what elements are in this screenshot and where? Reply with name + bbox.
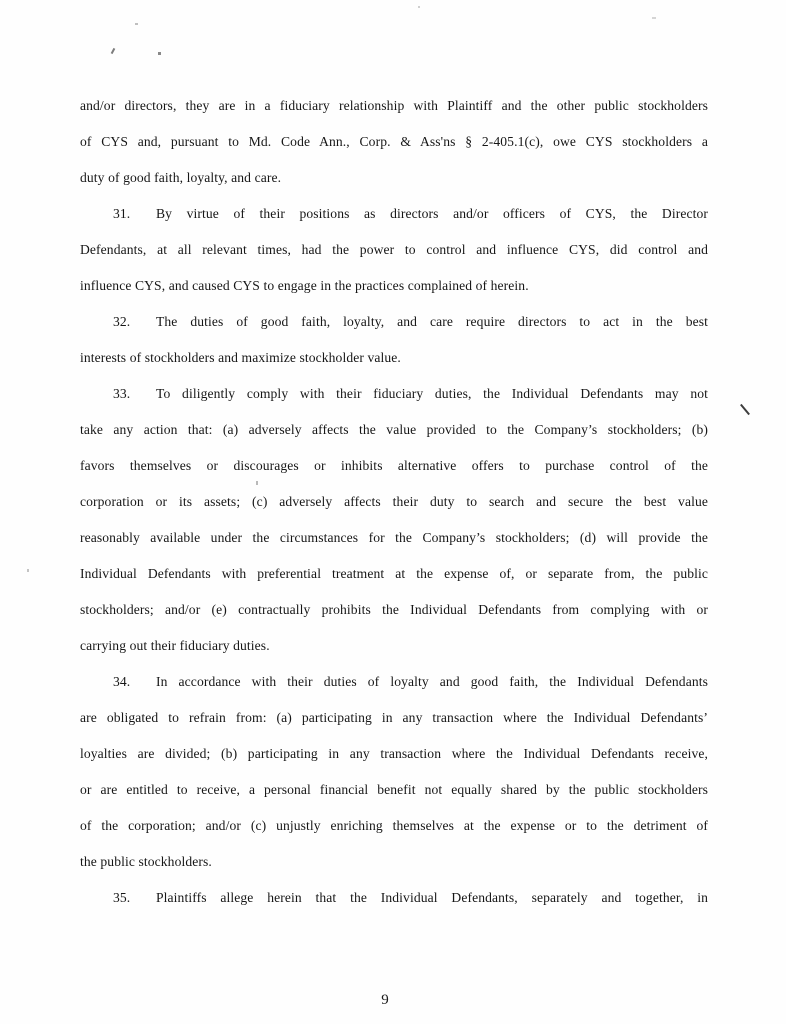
body-line: Plaintiffs allege herein that the Individual Defendants, separately and together, in [156, 890, 708, 905]
scan-artifact-speck [418, 6, 420, 8]
body-line: or are entitled to receive, a personal financial benefit not equally shared by the public stockholders [80, 782, 708, 797]
paragraph-33-first-line [80, 376, 708, 412]
body-line-paragraph-end: the public stockholders. [80, 854, 212, 869]
body-line: corporation or its assets; (c) adversely affects their duty to search and secure the best value [80, 494, 708, 509]
body-line: reasonably available under the circumstances for the Company’s stockholders; (d) will provide the [80, 530, 708, 545]
body-line: Individual Defendants with preferential treatment at the expense of, or separate from, the public [80, 566, 708, 581]
body-line-paragraph-end: influence CYS, and caused CYS to engage in the practices complained of herein. [80, 278, 529, 293]
paragraph-34-first-line [80, 664, 708, 700]
body-line: Defendants, at all relevant times, had the power to control and influence CYS, did control and [80, 242, 708, 257]
body-line: and/or directors, they are in a fiduciary relationship with Plaintiff and the other public stockholders [80, 98, 708, 113]
paragraph-number: 34. [113, 674, 131, 689]
body-line: The duties of good faith, loyalty, and care require directors to act in the best [156, 314, 708, 329]
body-line: take any action that: (a) adversely affects the value provided to the Company’s stockholders; (b) [80, 422, 708, 437]
body-line: To diligently comply with their fiduciary duties, the Individual Defendants may not [156, 386, 708, 401]
paragraph-32-first-line [80, 304, 708, 340]
body-line: favors themselves or discourages or inhibits alternative offers to purchase control of the [80, 458, 708, 473]
body-line-paragraph-end: interests of stockholders and maximize stockholder value. [80, 350, 401, 365]
body-line: of CYS and, pursuant to Md. Code Ann., Corp. & Ass'ns § 2-405.1(c), owe CYS stockholders a [80, 134, 708, 149]
paragraph-number: 35. [113, 890, 131, 905]
paragraph-number: 32. [113, 314, 131, 329]
body-line-paragraph-end: carrying out their fiduciary duties. [80, 638, 270, 653]
body-line: are obligated to refrain from: (a) participating in any transaction where the Individual Defendants’ [80, 710, 708, 725]
scan-artifact-tick [111, 48, 116, 54]
paragraph-31-first-line [80, 196, 708, 232]
body-line-paragraph-end: duty of good faith, loyalty, and care. [80, 170, 282, 185]
body-line: loyalties are divided; (b) participating in any transaction where the Individual Defendants receive, [80, 746, 708, 761]
paragraph-35-first-line [80, 880, 708, 916]
scan-artifact-slash [740, 404, 750, 415]
paragraph-number: 31. [113, 206, 131, 221]
paragraph-number: 33. [113, 386, 131, 401]
document-body [80, 88, 708, 916]
scan-artifact-speck [135, 23, 138, 25]
scan-artifact-dot [27, 569, 29, 572]
page-number: 9 [381, 992, 389, 1008]
scan-artifact-dot [158, 52, 161, 55]
body-line: In accordance with their duties of loyalty and good faith, the Individual Defendants [156, 674, 708, 689]
scan-artifact-speck [652, 17, 656, 19]
body-line: By virtue of their positions as directors and/or officers of CYS, the Director [156, 206, 708, 221]
body-line: of the corporation; and/or (c) unjustly enriching themselves at the expense or to the detriment of [80, 818, 708, 833]
body-line: stockholders; and/or (e) contractually prohibits the Individual Defendants from complying with or [80, 602, 708, 617]
